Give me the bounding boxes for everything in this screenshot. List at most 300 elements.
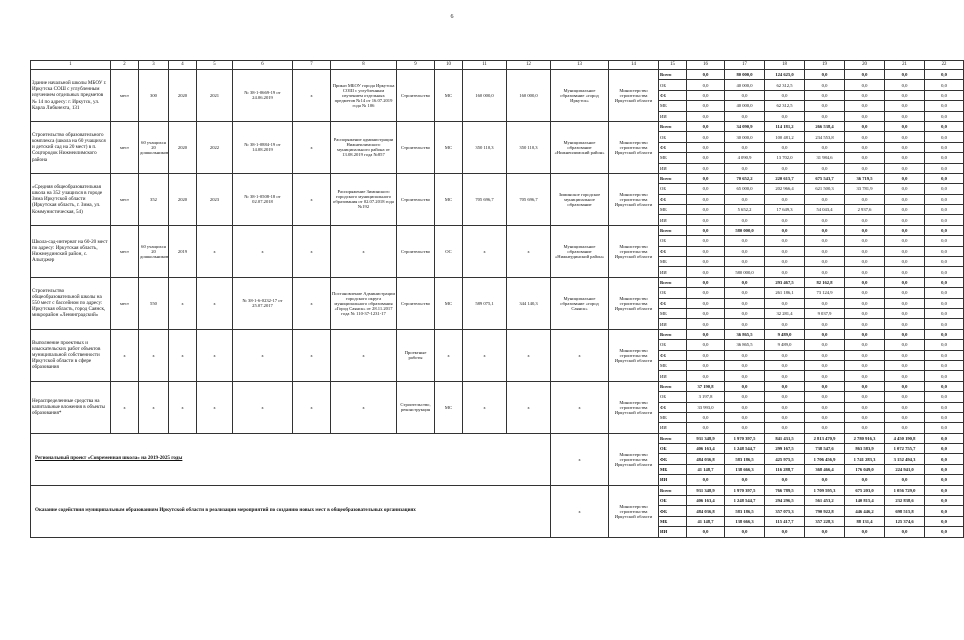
amount-cell: 0,0 bbox=[687, 142, 725, 152]
amount-cell: 0,0 bbox=[845, 225, 885, 235]
amount-cell: 3 197,8 bbox=[687, 392, 725, 402]
amount-cell: 0,0 bbox=[845, 80, 885, 90]
summary-amount-cell: 1 709 595,3 bbox=[805, 485, 845, 495]
amount-cell: 0,0 bbox=[725, 236, 765, 246]
summary-amount-cell: 0,0 bbox=[925, 485, 964, 495]
amount-cell: 0,0 bbox=[765, 381, 805, 391]
funding-source-cell: ОБ bbox=[659, 288, 687, 298]
funding-source-cell: МБ bbox=[659, 205, 687, 215]
funding-source-cell: ОБ bbox=[659, 80, 687, 90]
amount-cell: 0,0 bbox=[925, 360, 964, 370]
funding-source-cell: МБ bbox=[659, 257, 687, 267]
summary-amount-cell: 0,0 bbox=[725, 475, 765, 485]
amount-cell: 0,0 bbox=[765, 371, 805, 381]
amount-cell: 0,0 bbox=[805, 298, 845, 308]
object-grbs-cell: Министерство строительства Иркутской области bbox=[609, 277, 659, 329]
amount-cell: 234 553,8 bbox=[805, 132, 845, 142]
object-grbs-cell: Министерство строительства Иркутской области bbox=[609, 121, 659, 173]
summary-amount-cell: 0,0 bbox=[925, 516, 964, 526]
summary-amount-cell: 0,0 bbox=[765, 475, 805, 485]
funding-source-cell: ОБ bbox=[659, 392, 687, 402]
amount-cell: 0,0 bbox=[925, 298, 964, 308]
object-name-cell: Здание начальной школы МБОУ г. Иркутска СОШ с углубленным изучением отдельных предметов № 14 по адресу: г. Иркутск, ул. Карла Либкнехта, 131 bbox=[31, 70, 111, 122]
funding-source-cell: ИИ bbox=[659, 423, 687, 433]
object-c12-cell: 160 000,0 bbox=[507, 70, 551, 122]
amount-cell: 0,0 bbox=[805, 101, 845, 111]
amount-cell: 0,0 bbox=[765, 257, 805, 267]
amount-cell: 0,0 bbox=[805, 257, 845, 267]
column-number-cell: 15 bbox=[659, 61, 687, 70]
object-c11-cell: 705 696,7 bbox=[463, 173, 507, 225]
object-unit-cell: мест bbox=[111, 277, 139, 329]
amount-cell: 34 090,9 bbox=[725, 121, 765, 131]
object-capacity-cell: x bbox=[139, 381, 169, 433]
amount-cell: 0,0 bbox=[687, 173, 725, 183]
amount-cell: 0,0 bbox=[845, 392, 885, 402]
column-number-cell: 20 bbox=[845, 61, 885, 70]
amount-cell: 0,0 bbox=[805, 194, 845, 204]
amount-cell: 0,0 bbox=[925, 381, 964, 391]
amount-cell: 0,0 bbox=[765, 298, 805, 308]
amount-cell: 0,0 bbox=[687, 350, 725, 360]
object-c11-cell: x bbox=[463, 381, 507, 433]
amount-cell: 0,0 bbox=[845, 381, 885, 391]
funding-source-cell: Всего bbox=[659, 329, 687, 339]
object-c7-cell: x bbox=[293, 381, 331, 433]
amount-cell: 9 037,9 bbox=[805, 308, 845, 318]
amount-cell: 0,0 bbox=[925, 392, 964, 402]
amount-cell: 0,0 bbox=[845, 236, 885, 246]
amount-cell: 0,0 bbox=[725, 257, 765, 267]
summary-amount-cell: 738 547,6 bbox=[805, 444, 845, 454]
amount-cell: 0,0 bbox=[845, 402, 885, 412]
summary-amount-cell: 1 248 544,7 bbox=[725, 444, 765, 454]
amount-cell: 0,0 bbox=[725, 308, 765, 318]
amount-cell: 266 538,4 bbox=[805, 121, 845, 131]
amount-cell: 0,0 bbox=[885, 236, 925, 246]
amount-cell: 0,0 bbox=[725, 392, 765, 402]
object-decision-cell: Постановление Администрации городского округа муниципального образования «Город Саянск» от 28.11.2017 года № 110-37-1231-17 bbox=[331, 277, 397, 329]
amount-cell: 33 993,0 bbox=[687, 402, 725, 412]
amount-cell: 0,0 bbox=[885, 371, 925, 381]
object-year-start-cell: x bbox=[169, 277, 197, 329]
amount-cell: 0,0 bbox=[687, 101, 725, 111]
amount-cell: 0,0 bbox=[805, 163, 845, 173]
summary-amount-cell: 0,0 bbox=[845, 475, 885, 485]
amount-cell: 0,0 bbox=[885, 329, 925, 339]
amount-cell: 0,0 bbox=[845, 340, 885, 350]
amount-cell: 0,0 bbox=[885, 298, 925, 308]
object-level-cell: МС bbox=[435, 121, 463, 173]
amount-cell: 0,0 bbox=[805, 350, 845, 360]
funding-source-cell: ИИ bbox=[659, 371, 687, 381]
column-number-cell: 7 bbox=[293, 61, 331, 70]
amount-cell: 0,0 bbox=[925, 308, 964, 318]
column-number-cell: 8 bbox=[331, 61, 397, 70]
amount-cell: 0,0 bbox=[687, 277, 725, 287]
amount-cell: 0,0 bbox=[765, 350, 805, 360]
amount-cell: 0,0 bbox=[805, 340, 845, 350]
column-number-cell: 19 bbox=[805, 61, 845, 70]
amount-cell: 0,0 bbox=[925, 80, 964, 90]
object-work-cell: Строительство bbox=[397, 70, 435, 122]
funding-source-cell: МБ bbox=[659, 360, 687, 370]
amount-cell: 0,0 bbox=[845, 121, 885, 131]
summary-amount-cell: 766 789,5 bbox=[765, 485, 805, 495]
summary-amount-cell: 176 049,0 bbox=[845, 464, 885, 474]
funding-source-cell: ИИ bbox=[659, 163, 687, 173]
summary-amount-cell: 1 970 397,5 bbox=[725, 485, 765, 495]
amount-cell: 621 500,3 bbox=[805, 184, 845, 194]
amount-cell: 0,0 bbox=[687, 308, 725, 318]
amount-cell: 0,0 bbox=[725, 142, 765, 152]
amount-cell: 0,0 bbox=[765, 319, 805, 329]
summary-amount-cell: 0,0 bbox=[885, 527, 925, 537]
amount-cell: 54 043,4 bbox=[805, 205, 845, 215]
amount-cell: 36 865,5 bbox=[725, 340, 765, 350]
page-number: 6 bbox=[450, 14, 454, 20]
funding-source-cell: ФБ bbox=[659, 402, 687, 412]
amount-cell: 0,0 bbox=[725, 246, 765, 256]
amount-cell: 0,0 bbox=[885, 246, 925, 256]
amount-cell: 0,0 bbox=[845, 288, 885, 298]
amount-cell: 0,0 bbox=[805, 381, 845, 391]
amount-cell: 0,0 bbox=[725, 402, 765, 412]
object-c7-cell: x bbox=[293, 225, 331, 277]
column-number-cell: 17 bbox=[725, 61, 765, 70]
amount-cell: 0,0 bbox=[925, 319, 964, 329]
amount-cell: 0,0 bbox=[687, 80, 725, 90]
object-level-cell: МС bbox=[435, 381, 463, 433]
amount-cell: 0,0 bbox=[845, 194, 885, 204]
amount-cell: 0,0 bbox=[885, 132, 925, 142]
amount-cell: 0,0 bbox=[925, 215, 964, 225]
summary-amount-cell: 698 515,8 bbox=[885, 506, 925, 516]
amount-cell: 70 652,2 bbox=[725, 173, 765, 183]
funding-source-cell: Всего bbox=[659, 485, 687, 495]
column-number-cell: 12 bbox=[507, 61, 551, 70]
amount-cell: 0,0 bbox=[687, 184, 725, 194]
summary-amount-cell: 0,0 bbox=[885, 475, 925, 485]
amount-cell: 0,0 bbox=[885, 142, 925, 152]
amount-cell: 0,0 bbox=[687, 412, 725, 422]
amount-cell: 0,0 bbox=[925, 163, 964, 173]
amount-cell: 0,0 bbox=[845, 142, 885, 152]
object-capacity-cell: 60 учащихся 20 дошкольников bbox=[139, 121, 169, 173]
amount-cell: 0,0 bbox=[925, 205, 964, 215]
summary-grbs-cell: Министерство строительства Иркутской области bbox=[609, 485, 659, 537]
amount-cell: 0,0 bbox=[925, 246, 964, 256]
amount-cell: 0,0 bbox=[805, 111, 845, 121]
amount-cell: 261 186,1 bbox=[765, 288, 805, 298]
summary-amount-cell: 0,0 bbox=[845, 527, 885, 537]
summary-amount-cell: 1 248 544,7 bbox=[725, 496, 765, 506]
amount-cell: 0,0 bbox=[885, 194, 925, 204]
object-c12-cell: x bbox=[507, 381, 551, 433]
amount-cell: 202 966,4 bbox=[765, 184, 805, 194]
object-unit-cell: мест bbox=[111, 173, 139, 225]
summary-amount-cell: 425 975,5 bbox=[765, 454, 805, 464]
amount-cell: 0,0 bbox=[805, 371, 845, 381]
column-number-cell: 9 bbox=[397, 61, 435, 70]
summary-amount-cell: 484 036,8 bbox=[687, 454, 725, 464]
funding-source-cell: Всего bbox=[659, 433, 687, 443]
funding-source-cell: Всего bbox=[659, 381, 687, 391]
object-work-cell: Строительство bbox=[397, 277, 435, 329]
object-decision-cell: Распоряжение Зиминского городского муниципального образования от 02.07.2018 года №192 bbox=[331, 173, 397, 225]
amount-cell: 0,0 bbox=[845, 277, 885, 287]
funding-source-cell: Всего bbox=[659, 277, 687, 287]
table-row bbox=[31, 225, 964, 235]
amount-cell: 0,0 bbox=[925, 121, 964, 131]
summary-amount-cell: 0,0 bbox=[725, 527, 765, 537]
summary-amount-cell: 41 148,7 bbox=[687, 464, 725, 474]
amount-cell: 0,0 bbox=[885, 360, 925, 370]
object-capacity-cell: 300 bbox=[139, 70, 169, 122]
amount-cell: 0,0 bbox=[885, 319, 925, 329]
amount-cell: 0,0 bbox=[885, 257, 925, 267]
amount-cell: 36 719,5 bbox=[845, 173, 885, 183]
amount-cell: 0,0 bbox=[885, 80, 925, 90]
summary-amount-cell: 1 072 755,7 bbox=[885, 444, 925, 454]
amount-cell: 0,0 bbox=[885, 101, 925, 111]
column-number-cell: 21 bbox=[885, 61, 925, 70]
funding-source-cell: МБ bbox=[659, 412, 687, 422]
amount-cell: 40 000,0 bbox=[725, 101, 765, 111]
amount-cell: 30 000,0 bbox=[725, 132, 765, 142]
amount-cell: 0,0 bbox=[687, 70, 725, 80]
funding-source-cell: Всего bbox=[659, 70, 687, 80]
amount-cell: 0,0 bbox=[885, 423, 925, 433]
amount-cell: 100 481,2 bbox=[765, 132, 805, 142]
funding-source-cell: ИИ bbox=[659, 267, 687, 277]
object-expertise-cell: x bbox=[233, 381, 293, 433]
summary-amount-cell: 841 431,5 bbox=[765, 433, 805, 443]
object-customer-cell: x bbox=[551, 381, 609, 433]
amount-cell: 0,0 bbox=[687, 215, 725, 225]
summary-amount-cell: 2 813 470,9 bbox=[805, 433, 845, 443]
amount-cell: 0,0 bbox=[845, 90, 885, 100]
summary-amount-cell: 138 666,3 bbox=[725, 464, 765, 474]
amount-cell: 0,0 bbox=[845, 163, 885, 173]
amount-cell: 114 181,2 bbox=[765, 121, 805, 131]
summary-name-cell: Региональный проект «Современная школа» на 2019-2025 годы bbox=[31, 433, 551, 485]
amount-cell: 0,0 bbox=[765, 142, 805, 152]
amount-cell: 0,0 bbox=[925, 340, 964, 350]
amount-cell: 0,0 bbox=[765, 267, 805, 277]
summary-amount-cell: 0,0 bbox=[925, 475, 964, 485]
amount-cell: 0,0 bbox=[885, 412, 925, 422]
amount-cell: 0,0 bbox=[805, 142, 845, 152]
amount-cell: 32 281,4 bbox=[765, 308, 805, 318]
amount-cell: 2 937,6 bbox=[845, 205, 885, 215]
object-expertise-cell: x bbox=[233, 329, 293, 381]
object-year-end-cell: x bbox=[197, 277, 233, 329]
object-year-start-cell: 2020 bbox=[169, 121, 197, 173]
amount-cell: 0,0 bbox=[765, 111, 805, 121]
object-capacity-cell: 352 bbox=[139, 173, 169, 225]
amount-cell: 0,0 bbox=[885, 153, 925, 163]
summary-amount-cell: 790 922,8 bbox=[805, 506, 845, 516]
amount-cell: 0,0 bbox=[725, 277, 765, 287]
object-year-start-cell: 2020 bbox=[169, 173, 197, 225]
summary-name-cell: Оказание содействия муниципальным образованиям Иркутской области в реализации мероприятий по созданию новых мест в общеобразовательных организациях bbox=[31, 485, 551, 537]
amount-cell: 0,0 bbox=[765, 90, 805, 100]
funding-source-cell: МБ bbox=[659, 464, 687, 474]
amount-cell: 0,0 bbox=[885, 267, 925, 277]
amount-cell: 0,0 bbox=[925, 277, 964, 287]
amount-cell: 0,0 bbox=[687, 267, 725, 277]
amount-cell: 0,0 bbox=[925, 267, 964, 277]
summary-amount-cell: 863 583,9 bbox=[845, 444, 885, 454]
amount-cell: 0,0 bbox=[765, 225, 805, 235]
object-c12-cell: x bbox=[507, 329, 551, 381]
object-grbs-cell: Министерство строительства Иркутской области bbox=[609, 329, 659, 381]
summary-amount-cell: 357 228,3 bbox=[805, 516, 845, 526]
amount-cell: 0,0 bbox=[885, 225, 925, 235]
object-c11-cell: 350 110,3 bbox=[463, 121, 507, 173]
amount-cell: 0,0 bbox=[765, 423, 805, 433]
object-decision-cell: x bbox=[331, 381, 397, 433]
summary-amount-cell: 0,0 bbox=[805, 527, 845, 537]
amount-cell: 0,0 bbox=[687, 205, 725, 215]
summary-row bbox=[31, 433, 964, 443]
funding-source-cell: Всего bbox=[659, 173, 687, 183]
amount-cell: 0,0 bbox=[845, 101, 885, 111]
summary-amount-cell: 0,0 bbox=[805, 475, 845, 485]
table-row bbox=[31, 381, 964, 391]
summary-grbs-cell: Министерство строительства Иркутской области bbox=[609, 433, 659, 485]
amount-cell: 0,0 bbox=[805, 329, 845, 339]
amount-cell: 0,0 bbox=[687, 423, 725, 433]
amount-cell: 0,0 bbox=[925, 90, 964, 100]
column-number-cell: 2 bbox=[111, 61, 139, 70]
amount-cell: 0,0 bbox=[687, 298, 725, 308]
object-decision-cell: Распоряжение администрации Нижнеилимского муниципального района от 13.08.2019 года №857 bbox=[331, 121, 397, 173]
amount-cell: 0,0 bbox=[805, 236, 845, 246]
object-customer-cell: Зиминское городское муниципальное образование bbox=[551, 173, 609, 225]
amount-cell: 0,0 bbox=[925, 225, 964, 235]
amount-cell: 0,0 bbox=[687, 132, 725, 142]
amount-cell: 0,0 bbox=[925, 371, 964, 381]
amount-cell: 0,0 bbox=[805, 423, 845, 433]
amount-cell: 0,0 bbox=[885, 90, 925, 100]
amount-cell: 13 702,0 bbox=[765, 153, 805, 163]
funding-source-cell: ОБ bbox=[659, 340, 687, 350]
amount-cell: 0,0 bbox=[925, 350, 964, 360]
amount-cell: 0,0 bbox=[725, 111, 765, 121]
object-year-end-cell: x bbox=[197, 381, 233, 433]
object-customer-cell: x bbox=[551, 329, 609, 381]
column-number-cell: 13 bbox=[551, 61, 609, 70]
amount-cell: 0,0 bbox=[885, 277, 925, 287]
column-number-row bbox=[31, 61, 964, 70]
summary-amount-cell: 0,0 bbox=[925, 527, 964, 537]
object-c7-cell: x bbox=[293, 121, 331, 173]
amount-cell: 0,0 bbox=[845, 298, 885, 308]
amount-cell: 0,0 bbox=[845, 308, 885, 318]
amount-cell: 0,0 bbox=[725, 215, 765, 225]
amount-cell: 80 000,0 bbox=[725, 70, 765, 80]
amount-cell: 0,0 bbox=[885, 350, 925, 360]
amount-cell: 220 615,7 bbox=[765, 173, 805, 183]
investment-table bbox=[30, 60, 964, 538]
summary-amount-cell: 0,0 bbox=[925, 506, 964, 516]
object-c11-cell: 589 075,1 bbox=[463, 277, 507, 329]
amount-cell: 0,0 bbox=[765, 412, 805, 422]
amount-cell: 0,0 bbox=[845, 412, 885, 422]
column-number-cell: 18 bbox=[765, 61, 805, 70]
object-level-cell: ОС bbox=[435, 225, 463, 277]
amount-cell: 0,0 bbox=[805, 319, 845, 329]
amount-cell: 37 190,8 bbox=[687, 381, 725, 391]
amount-cell: 0,0 bbox=[845, 350, 885, 360]
amount-cell: 0,0 bbox=[885, 308, 925, 318]
amount-cell: 0,0 bbox=[925, 142, 964, 152]
summary-amount-cell: 88 131,4 bbox=[845, 516, 885, 526]
object-grbs-cell: Министерство строительства Иркутской области bbox=[609, 173, 659, 225]
amount-cell: 0,0 bbox=[725, 371, 765, 381]
amount-cell: 0,0 bbox=[805, 412, 845, 422]
amount-cell: 0,0 bbox=[885, 205, 925, 215]
amount-cell: 0,0 bbox=[687, 121, 725, 131]
amount-cell: 0,0 bbox=[925, 236, 964, 246]
amount-cell: 0,0 bbox=[687, 319, 725, 329]
object-name-cell: «Средняя общеобразовательная школа на 352 учащихся в городе Зима Иркутской области (Иркутская область, г. Зима, ул. Коммунистическая, 54) bbox=[31, 173, 111, 225]
amount-cell: 0,0 bbox=[765, 360, 805, 370]
object-grbs-cell: Министерство строительства Иркутской области bbox=[609, 225, 659, 277]
object-expertise-cell: № 38-1-0884-19 от 14.08.2019 bbox=[233, 121, 293, 173]
object-name-cell: Выполнение проектных и изыскательских работ объектов муниципальной собственности Иркутской области в сфере образования bbox=[31, 329, 111, 381]
summary-row bbox=[31, 485, 964, 495]
object-expertise-cell: x bbox=[233, 225, 293, 277]
funding-source-cell: ФБ bbox=[659, 454, 687, 464]
amount-cell: 0,0 bbox=[885, 402, 925, 412]
funding-source-cell: ОБ bbox=[659, 132, 687, 142]
summary-customer-cell: x bbox=[551, 485, 609, 537]
summary-amount-cell: 406 163,4 bbox=[687, 496, 725, 506]
summary-amount-cell: 1 056 729,0 bbox=[885, 485, 925, 495]
summary-amount-cell: 675 203,0 bbox=[845, 485, 885, 495]
amount-cell: 0,0 bbox=[845, 329, 885, 339]
amount-cell: 0,0 bbox=[885, 111, 925, 121]
amount-cell: 36 865,5 bbox=[725, 329, 765, 339]
summary-amount-cell: 583 186,5 bbox=[725, 506, 765, 516]
amount-cell: 0,0 bbox=[805, 360, 845, 370]
amount-cell: 0,0 bbox=[885, 288, 925, 298]
object-customer-cell: Муниципальное образование «город Иркутск» bbox=[551, 70, 609, 122]
amount-cell: 0,0 bbox=[925, 184, 964, 194]
amount-cell: 0,0 bbox=[885, 381, 925, 391]
funding-source-cell: ИИ bbox=[659, 527, 687, 537]
funding-source-cell: МБ bbox=[659, 516, 687, 526]
amount-cell: 65 000,0 bbox=[725, 184, 765, 194]
column-number-cell: 3 bbox=[139, 61, 169, 70]
amount-cell: 0,0 bbox=[925, 412, 964, 422]
amount-cell: 82 162,8 bbox=[805, 277, 845, 287]
amount-cell: 0,0 bbox=[925, 111, 964, 121]
object-year-end-cell: 2022 bbox=[197, 121, 233, 173]
funding-source-cell: МБ bbox=[659, 308, 687, 318]
object-capacity-cell: x bbox=[139, 329, 169, 381]
funding-source-cell: Всего bbox=[659, 121, 687, 131]
funding-source-cell: ФБ bbox=[659, 350, 687, 360]
object-year-end-cell: 2021 bbox=[197, 70, 233, 122]
amount-cell: 0,0 bbox=[805, 80, 845, 90]
funding-source-cell: ИИ bbox=[659, 319, 687, 329]
object-unit-cell: мест bbox=[111, 70, 139, 122]
amount-cell: 0,0 bbox=[885, 215, 925, 225]
